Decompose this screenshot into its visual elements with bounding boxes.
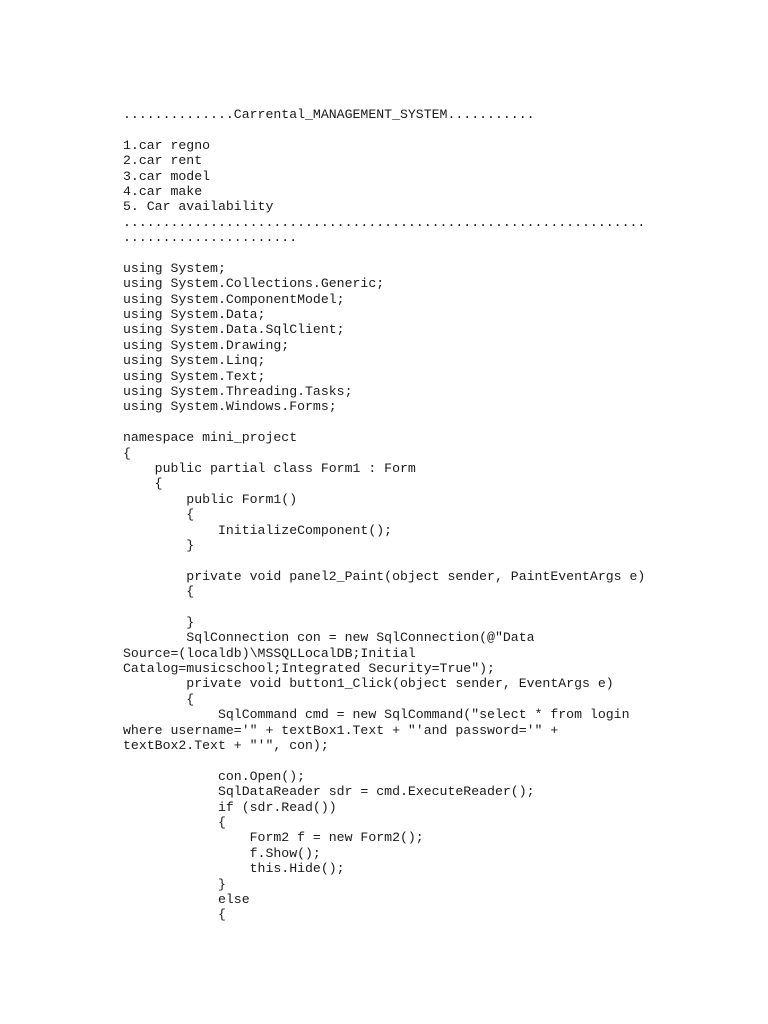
document-line: public Form1() — [123, 491, 298, 507]
document-line: { — [123, 445, 131, 461]
document-line: Source=(localdb)\MSSQLLocalDB;Initial — [123, 645, 416, 661]
document-line: this.Hide(); — [123, 861, 345, 877]
document-line: using System.Data; — [123, 307, 266, 323]
document-line: if (sdr.Read()) — [123, 799, 337, 815]
document-line: InitializeComponent(); — [123, 522, 393, 538]
document-line: .................................................................. — [123, 214, 646, 230]
code-listing — [123, 107, 763, 923]
document-line: textBox2.Text + "'", con); — [123, 738, 329, 754]
document-line: con.Open(); — [123, 768, 306, 784]
document-line: using System.Collections.Generic; — [123, 276, 385, 292]
document-line: where username='" + textBox1.Text + "'and password='" + — [123, 722, 559, 738]
document-line: SqlCommand cmd = new SqlCommand("select * from login — [123, 707, 630, 723]
document-line: ..............Carrental_MANAGEMENT_SYSTEM........... — [123, 107, 535, 122]
document-line: public partial class Form1 : Form — [123, 460, 416, 476]
document-line: using System.Threading.Tasks; — [123, 384, 353, 400]
document-line: using System.Drawing; — [123, 337, 290, 353]
document-line: using System.Data.SqlClient; — [123, 322, 345, 338]
document-line: using System.Linq; — [123, 353, 266, 369]
document-line — [123, 415, 763, 430]
document-line: using System.Windows.Forms; — [123, 399, 337, 415]
document-line: ...................... — [123, 230, 298, 246]
document-line: f.Show(); — [123, 845, 321, 861]
document-line — [123, 753, 763, 768]
document-line: 4.car make — [123, 183, 203, 199]
document-line: } — [123, 614, 195, 630]
document-line: 2.car rent — [123, 153, 203, 169]
document-line: Form2 f = new Form2(); — [123, 830, 424, 846]
document-line: else — [123, 891, 250, 907]
document-line: { — [123, 907, 226, 923]
document-line: { — [123, 814, 226, 830]
document-line — [123, 122, 763, 137]
document-line — [123, 600, 763, 615]
document-line: namespace mini_project — [123, 430, 298, 446]
document-line — [123, 553, 763, 568]
document-line: using System; — [123, 260, 226, 276]
document-line: SqlDataReader sdr = cmd.ExecuteReader(); — [123, 784, 535, 800]
document-line — [123, 246, 763, 261]
document-line: SqlConnection con = new SqlConnection(@"Data — [123, 630, 535, 646]
document-line: 3.car model — [123, 168, 211, 184]
document-line: } — [123, 876, 226, 892]
document-line: 1.car regno — [123, 137, 211, 153]
document-line: 5. Car availability — [123, 199, 274, 215]
document-line: using System.Text; — [123, 368, 266, 384]
document-line: { — [123, 507, 195, 523]
document-line: private void button1_Click(object sender, EventArgs e) — [123, 676, 614, 692]
document-line: } — [123, 537, 195, 553]
document-line: { — [123, 476, 163, 492]
document-line: { — [123, 691, 195, 707]
document-line: { — [123, 584, 195, 600]
document-line: Catalog=musicschool;Integrated Security=True"); — [123, 661, 495, 677]
document-line: using System.ComponentModel; — [123, 291, 345, 307]
document-line: private void panel2_Paint(object sender, PaintEventArgs e) — [123, 568, 646, 584]
